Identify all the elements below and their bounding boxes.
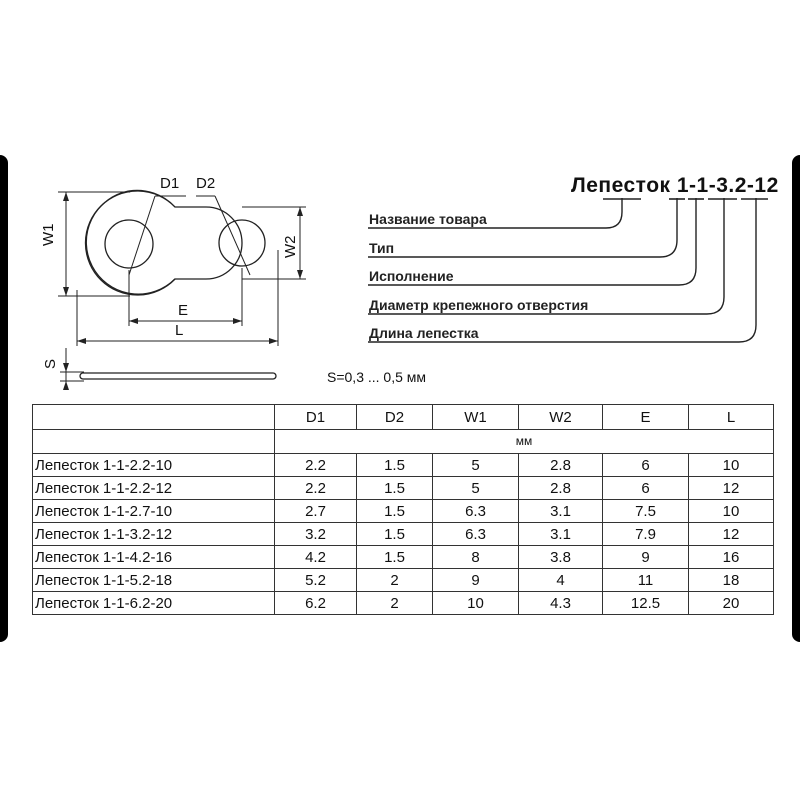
- row-value-cell-d2: 1.5: [357, 500, 433, 523]
- header-w2: W2: [519, 405, 603, 430]
- row-name-cell: Лепесток 1-1-2.2-12: [33, 477, 275, 500]
- row-value-cell-l: 10: [689, 454, 774, 477]
- row-value-cell-e: 12.5: [603, 592, 689, 615]
- row-value-cell-w1: 5: [433, 477, 519, 500]
- row-value-cell-e: 6: [603, 477, 689, 500]
- row-name-cell: Лепесток 1-1-6.2-20: [33, 592, 275, 615]
- row-value-cell-w2: 3.1: [519, 523, 603, 546]
- w1-label: W1: [40, 223, 57, 246]
- row-value-cell-e: 11: [603, 569, 689, 592]
- row-value-cell-e: 6: [603, 454, 689, 477]
- units-row: [33, 430, 774, 454]
- code-label-version: Исполнение: [369, 268, 454, 284]
- d2-label: D2: [196, 175, 216, 192]
- row-value-cell-d1: 3.2: [275, 523, 357, 546]
- s-label: S: [42, 358, 59, 369]
- row-value-cell-l: 10: [689, 500, 774, 523]
- row-value-cell-d2: 1.5: [357, 523, 433, 546]
- row-value-cell-e: 7.5: [603, 500, 689, 523]
- thickness-note: S=0,3 ... 0,5 мм: [327, 369, 427, 385]
- row-value-cell-d1: 2.2: [275, 454, 357, 477]
- header-l: L: [689, 405, 774, 430]
- code-label-name: Название товара: [369, 211, 487, 227]
- d1-label: D1: [160, 175, 180, 192]
- code-label-type: Тип: [369, 240, 395, 256]
- row-value-cell-w2: 2.8: [519, 477, 603, 500]
- table-header-row: [33, 405, 774, 430]
- header-e: E: [603, 405, 689, 430]
- row-value-cell-e: 9: [603, 546, 689, 569]
- row-value-cell-d2: 1.5: [357, 477, 433, 500]
- table-row: [33, 500, 774, 523]
- code-label-length: Длина лепестка: [369, 325, 479, 341]
- row-value-cell-w1: 9: [433, 569, 519, 592]
- row-value-cell-w2: 3.8: [519, 546, 603, 569]
- spec-table: [32, 404, 774, 615]
- l-label: L: [175, 322, 184, 339]
- table-row: [33, 592, 774, 615]
- product-code-title: Лепесток 1-1-3.2-12: [571, 174, 779, 197]
- lug-side-view: [80, 373, 276, 379]
- row-value-cell-l: 12: [689, 523, 774, 546]
- row-value-cell-d1: 4.2: [275, 546, 357, 569]
- row-value-cell-d1: 2.2: [275, 477, 357, 500]
- row-value-cell-l: 16: [689, 546, 774, 569]
- row-value-cell-w1: 5: [433, 454, 519, 477]
- row-value-cell-d2: 2: [357, 569, 433, 592]
- table-body: [33, 454, 774, 615]
- row-value-cell-d2: 1.5: [357, 546, 433, 569]
- table-row: [33, 523, 774, 546]
- units-blank: [33, 430, 275, 454]
- row-value-cell-w2: 2.8: [519, 454, 603, 477]
- table-row: [33, 454, 774, 477]
- code-label-hole-diameter: Диаметр крепежного отверстия: [369, 297, 589, 313]
- row-value-cell-w2: 4: [519, 569, 603, 592]
- row-value-cell-l: 18: [689, 569, 774, 592]
- row-name-cell: Лепесток 1-1-2.7-10: [33, 500, 275, 523]
- hole-d1: [105, 220, 153, 268]
- row-value-cell-l: 20: [689, 592, 774, 615]
- row-name-cell: Лепесток 1-1-5.2-18: [33, 569, 275, 592]
- row-value-cell-l: 12: [689, 477, 774, 500]
- row-value-cell-w1: 8: [433, 546, 519, 569]
- row-value-cell-d2: 1.5: [357, 454, 433, 477]
- header-d1: D1: [275, 405, 357, 430]
- row-value-cell-w1: 10: [433, 592, 519, 615]
- row-value-cell-w2: 3.1: [519, 500, 603, 523]
- row-value-cell-d2: 2: [357, 592, 433, 615]
- row-value-cell-e: 7.9: [603, 523, 689, 546]
- row-value-cell-d1: 5.2: [275, 569, 357, 592]
- header-d2: D2: [357, 405, 433, 430]
- w2-label: W2: [282, 235, 299, 258]
- table-row: [33, 477, 774, 500]
- e-label: E: [178, 302, 189, 319]
- row-value-cell-w2: 4.3: [519, 592, 603, 615]
- header-blank: [33, 405, 275, 430]
- units-cell: мм: [275, 430, 774, 454]
- row-name-cell: Лепесток 1-1-4.2-16: [33, 546, 275, 569]
- row-value-cell-w1: 6.3: [433, 500, 519, 523]
- row-value-cell-d1: 2.7: [275, 500, 357, 523]
- header-w1: W1: [433, 405, 519, 430]
- row-name-cell: Лепесток 1-1-3.2-12: [33, 523, 275, 546]
- row-value-cell-w1: 6.3: [433, 523, 519, 546]
- row-name-cell: Лепесток 1-1-2.2-10: [33, 454, 275, 477]
- row-value-cell-d1: 6.2: [275, 592, 357, 615]
- table-row: [33, 546, 774, 569]
- table-row: [33, 569, 774, 592]
